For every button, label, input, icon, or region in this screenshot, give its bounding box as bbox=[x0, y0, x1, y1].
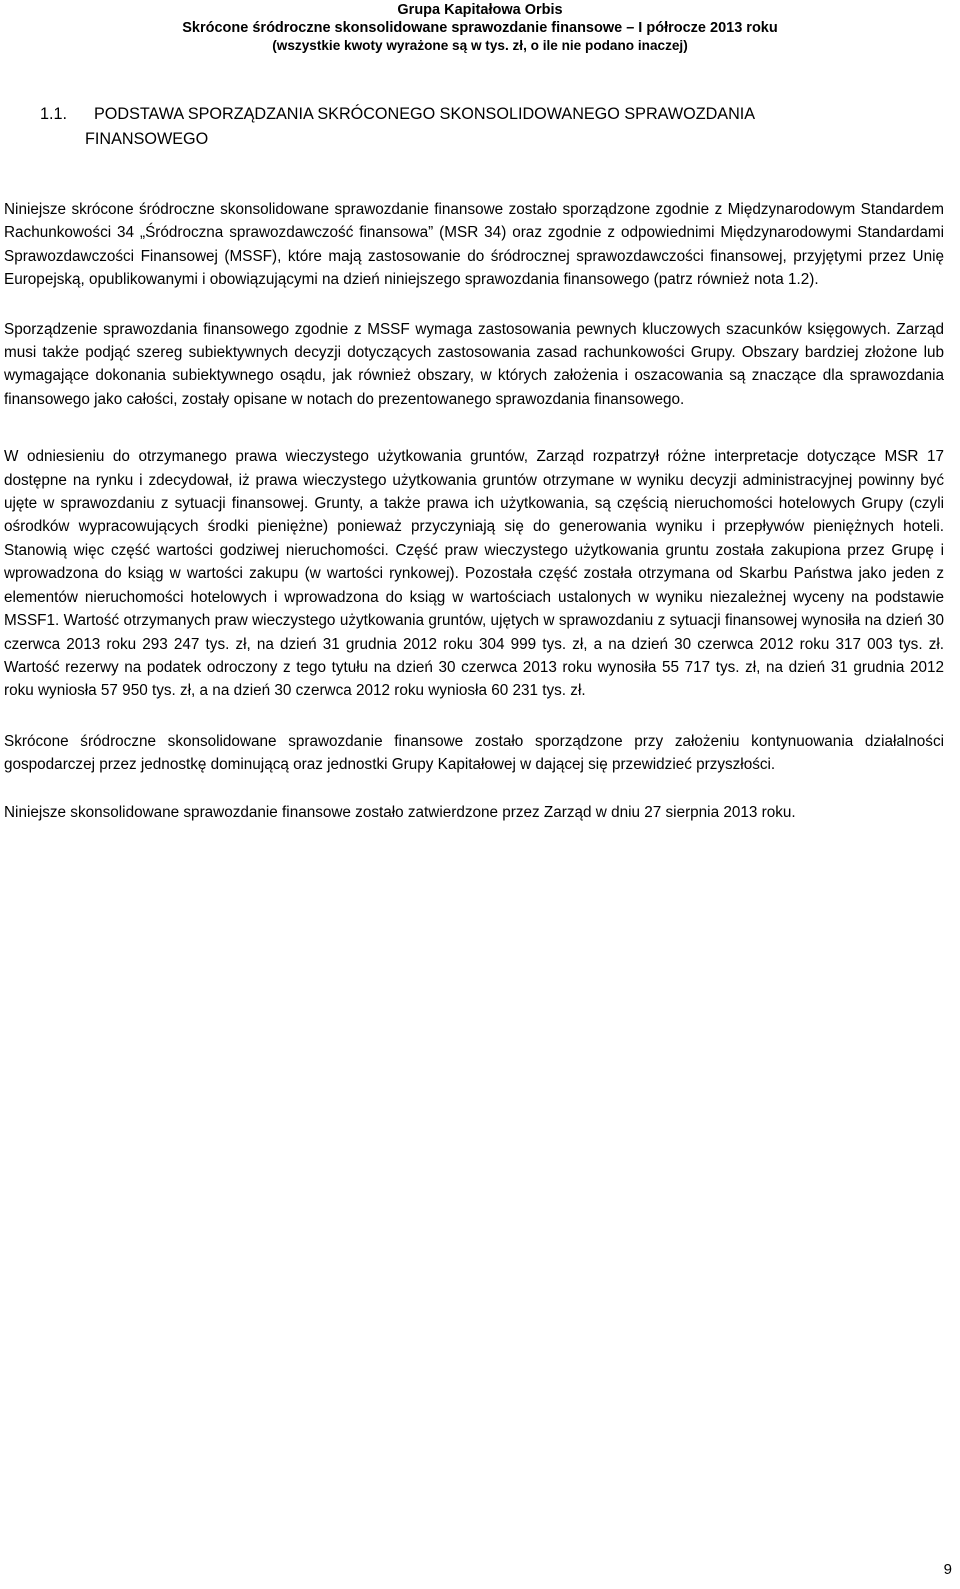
paragraph-approval: Niniejsze skonsolidowane sprawozdanie finansowe zostało zatwierdzone przez Zarząd w dniu 27 sierpnia 2013 roku. bbox=[4, 803, 796, 821]
company-name: Grupa Kapitałowa Orbis bbox=[397, 2, 563, 18]
page-number: 9 bbox=[943, 1561, 952, 1578]
paragraph-going-concern: Skrócone śródroczne skonsolidowane sprawozdanie finansowe zostało sporządzone przy założeniu kontynuowania działalności gospodarczej przez jednostkę dominującą oraz jednostki Grupy Kapitałowej w dającej się przewidzieć przyszłości. bbox=[4, 732, 944, 774]
section-title-line2: FINANSOWEGO bbox=[85, 130, 209, 148]
paragraph-perpetual-usufruct: W odniesieniu do otrzymanego prawa wieczystego użytkowania gruntów, Zarząd rozpatrzył różne interpretacje dotyczące MSR 17 dostępne na rynku i zdecydował, iż prawa wieczystego użytkowania gruntów otrzymane w wyniku decyzji administracyjnej powinny być ujęte w sprawozdaniu z sytuacji finansowej. Grunty, a także prawa ich użytkowania, są częścią nieruchomości hotelowych Grupy (czyli ośrodków wypracowujących środki pieniężne) ponieważ przyczyniają się do generowania wyniku i przepływów pieniężnych hoteli. Stanowią więc część wartości godziwej nieruchomości. Część praw wieczystego użytkowania gruntu została zakupiona przez Grupę i wprowadzona do ksiąg w wartości zakupu (w wartości rynkowej). Pozostała część została otrzymana od Skarbu Państwa jako jeden z elementów nieruchomości hotelowych i wprowadzona do ksiąg w wartościach ustalonych w wyniku niezależnej wyceny na podstawie MSSF1. Wartość otrzymanych praw wieczystego użytkowania gruntów, ujętych w sprawozdaniu z sytuacji finansowej wynosiła na dzień 30 czerwca 2013 roku 293 247 tys. zł, na dzień 31 grudnia 2012 roku 304 999 tys. zł, a na dzień 30 czerwca 2012 roku 317 003 tys. zł. Wartość rezerwy na podatek odroczony z tego tytułu na dzień 30 czerwca 2013 roku wynosiła 55 717 tys. zł, na dzień 31 grudnia 2012 roku wyniosła 57 950 tys. zł, a na dzień 30 czerwca 2012 roku wyniosła 60 231 tys. zł. bbox=[4, 448, 944, 700]
section-number: 1.1. bbox=[40, 105, 68, 123]
paragraph-basis: Niniejsze skrócone śródroczne skonsolidowane sprawozdanie finansowe zostało sporządzone zgodnie z Międzynarodowym Standardem Rachunkowości 34 „Śródroczna sprawozdawczość finansowa” (MSR 34) oraz zgodnie z odpowiednimi Międzynarodowymi Standardami Sprawozdawczości Finansowej (MSSF), które mają zastosowanie do śródrocznej sprawozdawczości finansowej, przyjętymi przez Unię Europejską, opublikowanymi i obowiązującymi na dzień niniejszego sprawozdania finansowego (patrz również nota 1.2). bbox=[4, 201, 944, 289]
section-heading bbox=[40, 102, 940, 152]
report-title: Skrócone śródroczne skonsolidowane sprawozdanie finansowe – I półrocze 2013 roku bbox=[182, 19, 778, 36]
section-title-line1: PODSTAWA SPORZĄDZANIA SKRÓCONEGO SKONSOLIDOWANEGO SPRAWOZDANIA bbox=[94, 105, 756, 123]
amounts-note: (wszystkie kwoty wyrażone są w tys. zł, o ile nie podano inaczej) bbox=[272, 38, 688, 53]
page-header bbox=[0, 2, 960, 55]
paragraph-estimates: Sporządzenie sprawozdania finansowego zgodnie z MSSF wymaga zastosowania pewnych kluczowych szacunków księgowych. Zarząd musi także podjąć szereg subiektywnych decyzji dotyczących zastosowania zasad rachunkowości Grupy. Obszary bardziej złożone lub wymagające dokonania subiektywnego osądu, jak również obszary, w których założenia i oszacowania są znaczące dla sprawozdania finansowego jako całości, zostały opisane w notach do prezentowanego sprawozdania finansowego. bbox=[4, 320, 944, 408]
document-body bbox=[4, 198, 944, 850]
